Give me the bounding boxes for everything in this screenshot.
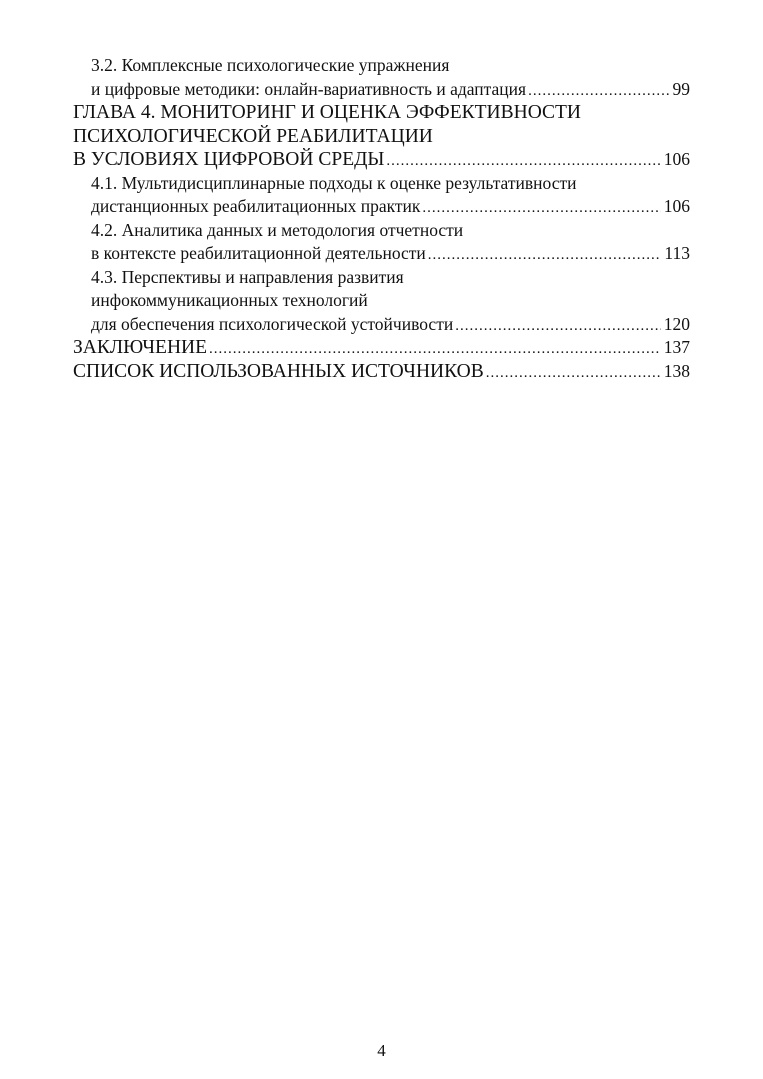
toc-line (73, 78, 690, 102)
page-number-footer: 4 (377, 1041, 386, 1060)
toc-chapter-title-continued: В УСЛОВИЯХ ЦИФРОВОЙ СРЕДЫ (73, 149, 385, 170)
dot-leader (422, 197, 660, 221)
toc-page-number: 138 (663, 360, 690, 381)
toc-entry-title-continued: в контексте реабилитационной деятельности (91, 243, 426, 263)
toc-line (73, 242, 690, 266)
toc-line (73, 313, 690, 337)
toc-line (73, 148, 690, 172)
toc-chapter-4[interactable] (73, 101, 690, 172)
toc-line (73, 172, 690, 196)
dot-leader (486, 362, 661, 386)
toc-line (73, 54, 690, 78)
toc-entry-3-2[interactable] (73, 54, 690, 101)
dot-leader (428, 244, 662, 268)
toc-line (73, 125, 690, 149)
toc-entry-title: 3.2. Комплексные психологические упражнения (91, 55, 450, 75)
toc-line (73, 101, 690, 125)
toc-line (73, 266, 690, 290)
toc-entry-4-1[interactable] (73, 172, 690, 219)
toc-chapter-title: ЗАКЛЮЧЕНИЕ (73, 337, 208, 358)
dot-leader (528, 80, 669, 104)
toc-references[interactable] (73, 360, 690, 384)
toc-entry-title: 4.2. Аналитика данных и методология отчетности (91, 219, 464, 240)
toc-line (73, 195, 690, 219)
toc-page-number: 137 (663, 337, 690, 357)
toc-line (73, 360, 690, 384)
toc-page-number: 106 (663, 149, 690, 169)
toc-chapter-title: ГЛАВА 4. МОНИТОРИНГ И ОЦЕНКА ЭФФЕКТИВНОСТИ (73, 102, 582, 123)
toc-chapter-title: СПИСОК ИСПОЛЬЗОВАННЫХ ИСТОЧНИКОВ (73, 360, 484, 382)
dot-leader (455, 315, 661, 339)
toc-entry-4-2[interactable] (73, 219, 690, 266)
toc-conclusion[interactable] (73, 336, 690, 360)
toc-page-number: 120 (663, 313, 690, 334)
toc-page-number: 99 (672, 78, 690, 99)
toc-entry-title: 4.3. Перспективы и направления развития (91, 266, 404, 287)
toc-entry-title-continued: дистанционных реабилитационных практик (91, 196, 421, 216)
table-of-contents (73, 54, 690, 383)
toc-entry-title: 4.1. Мультидисциплинарные подходы к оценке результативности (91, 172, 577, 193)
toc-entry-title-continued: и цифровые методики: онлайн-вариативность и адаптация (91, 78, 527, 99)
toc-line (73, 289, 690, 313)
toc-entry-4-3[interactable] (73, 266, 690, 337)
toc-entry-title-continued: для обеспечения психологической устойчивости (91, 313, 454, 334)
toc-entry-title-continued: инфокоммуникационных технологий (91, 290, 368, 310)
dot-leader (209, 338, 661, 362)
toc-chapter-title-continued: ПСИХОЛОГИЧЕСКОЙ РЕАБИЛИТАЦИИ (73, 125, 433, 147)
toc-page-number: 106 (663, 196, 690, 216)
dot-leader (386, 150, 660, 174)
toc-page-number: 113 (664, 243, 690, 263)
toc-line (73, 219, 690, 243)
toc-line (73, 336, 690, 360)
